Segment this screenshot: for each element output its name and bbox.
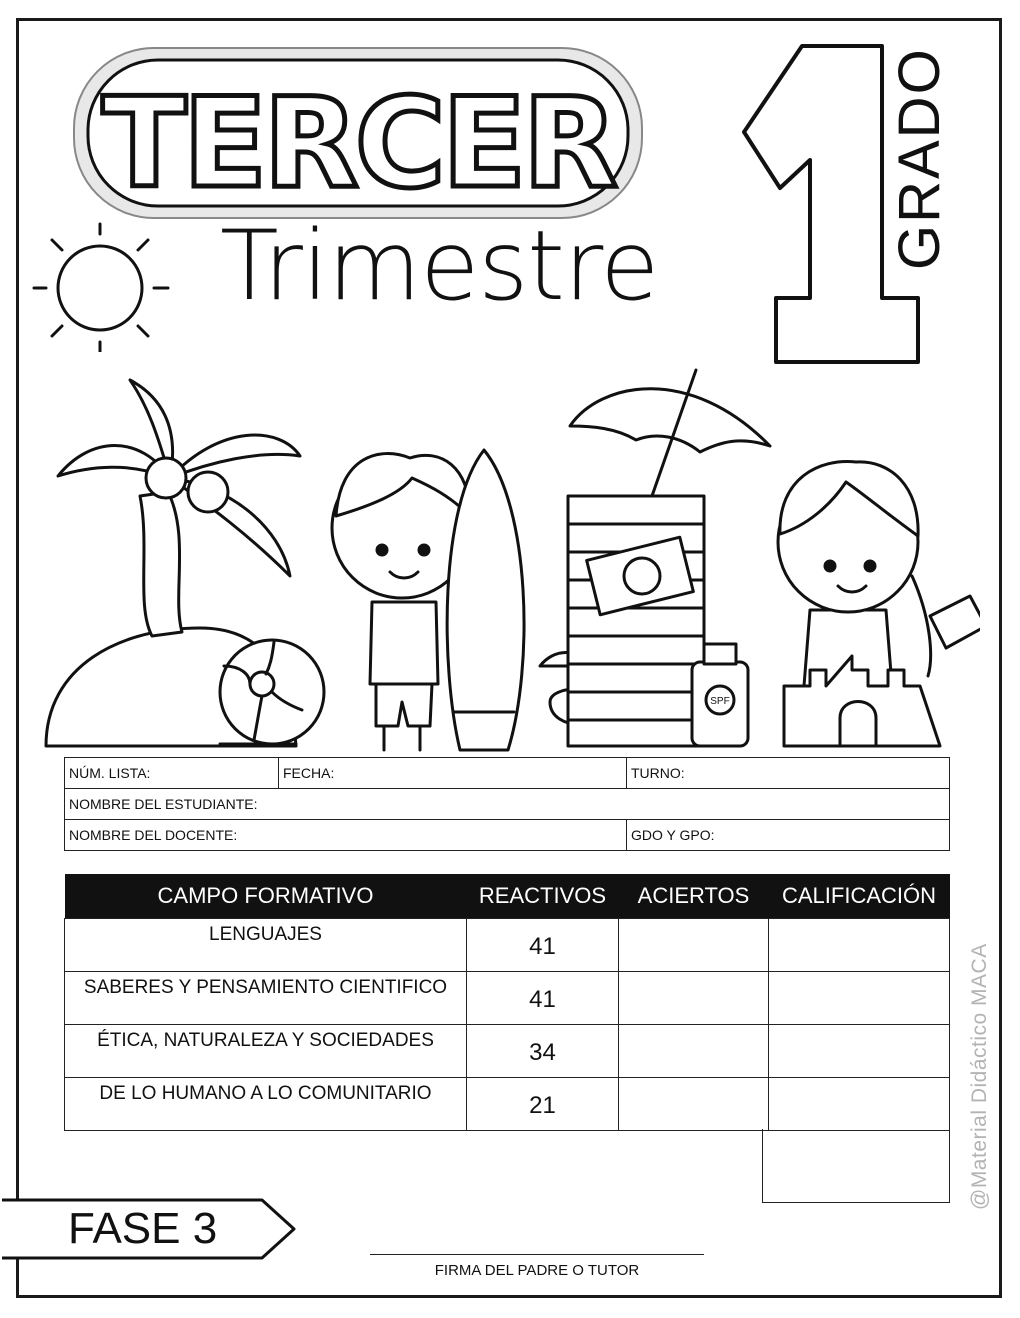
grade-label: GRADO: [887, 47, 952, 270]
teacher-name-field[interactable]: [65, 820, 627, 851]
student-name-label: NOMBRE DEL ESTUDIANTE:: [69, 796, 258, 812]
header-campo: CAMPO FORMATIVO: [65, 874, 467, 919]
table-row: [65, 1078, 950, 1131]
table-row: [65, 972, 950, 1025]
score-table: [64, 874, 950, 1131]
reactivos-cell: 21: [467, 1078, 619, 1131]
grade-number-text: 1: [740, 40, 741, 41]
header-calificacion: CALIFICACIÓN: [769, 874, 950, 919]
sun-icon: [28, 222, 178, 352]
reactivos-cell: 34: [467, 1025, 619, 1078]
signature-line[interactable]: [370, 1254, 704, 1255]
table-row: [65, 919, 950, 972]
towel-illustration: [568, 496, 704, 746]
table-row: [65, 1025, 950, 1078]
title-tercer-text: TERCER: [102, 72, 614, 216]
watermark: @Material Didáctico MACA: [968, 943, 991, 1210]
calificacion-cell[interactable]: [769, 972, 950, 1025]
campo-cell: DE LO HUMANO A LO COMUNITARIO: [65, 1078, 467, 1131]
grade-group-label: GDO Y GPO:: [631, 827, 715, 843]
score-table-header: [65, 874, 950, 919]
date-label: FECHA:: [283, 765, 335, 781]
list-number-field[interactable]: [65, 758, 279, 789]
student-info-table: [64, 757, 950, 851]
header-reactivos: REACTIVOS: [467, 874, 619, 919]
sunscreen-label: SPF: [710, 696, 730, 707]
shift-label: TURNO:: [631, 765, 685, 781]
header-aciertos: ACIERTOS: [619, 874, 769, 919]
campo-cell: SABERES Y PENSAMIENTO CIENTIFICO: [65, 972, 467, 1025]
title-trimestre: Trimestre: [220, 210, 659, 322]
shift-field[interactable]: [627, 758, 950, 789]
student-name-field[interactable]: [65, 789, 950, 820]
aciertos-cell[interactable]: [619, 972, 769, 1025]
phase-label: FASE 3: [68, 1204, 218, 1253]
aciertos-cell[interactable]: [619, 1078, 769, 1131]
teacher-name-label: NOMBRE DEL DOCENTE:: [69, 827, 238, 843]
campo-cell: LENGUAJES: [65, 919, 467, 972]
final-grade-box[interactable]: [762, 1129, 950, 1203]
aciertos-cell[interactable]: [619, 1025, 769, 1078]
beach-scene-illustration: [40, 366, 980, 756]
date-field[interactable]: [279, 758, 627, 789]
palm-tree-illustration: [140, 492, 182, 636]
calificacion-cell[interactable]: [769, 919, 950, 972]
signature-label: FIRMA DEL PADRE O TUTOR: [434, 1262, 640, 1279]
title-tercer: [68, 38, 648, 228]
reactivos-cell: 41: [467, 972, 619, 1025]
campo-cell: ÉTICA, NATURALEZA Y SOCIEDADES: [65, 1025, 467, 1078]
list-number-label: NÚM. LISTA:: [69, 765, 151, 781]
calificacion-cell[interactable]: [769, 1025, 950, 1078]
grade-group-field[interactable]: [627, 820, 950, 851]
aciertos-cell[interactable]: [619, 919, 769, 972]
girl-illustration: [778, 462, 931, 686]
reactivos-cell: 41: [467, 919, 619, 972]
calificacion-cell[interactable]: [769, 1078, 950, 1131]
